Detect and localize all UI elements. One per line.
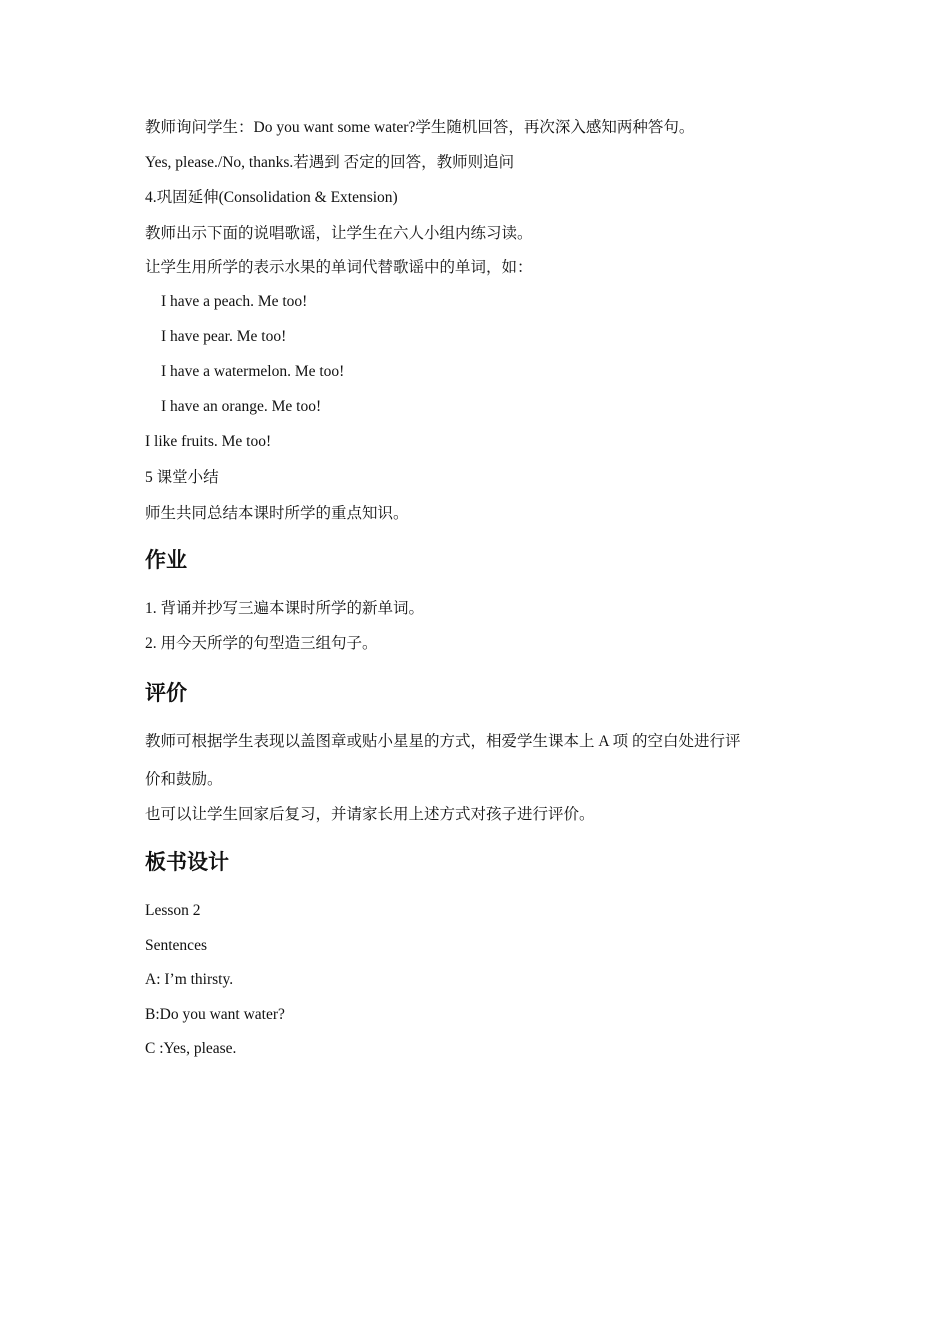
section-title: 5 课堂小结 xyxy=(145,469,219,486)
evaluation-text: 教师可根据学生表现以盖图章或贴小星星的方式，相爱学生课本上 A 项 的空白处进行评 xyxy=(145,733,741,750)
evaluation-heading: 评价 xyxy=(145,681,187,705)
board-line: A: I’m thirsty. xyxy=(145,971,234,988)
text-line: Yes, please./No, thanks.若遇到 否定的回答，教师则追问 xyxy=(145,154,515,171)
board-line: C :Yes, please. xyxy=(145,1040,237,1057)
evaluation-text: 也可以让学生回家后复习，并请家长用上述方式对孩子进行评价。 xyxy=(145,806,595,823)
chant-line: I have a peach. Me too! xyxy=(161,293,308,310)
chant-line: I have pear. Me too! xyxy=(161,328,287,345)
board-line: B:Do you want water? xyxy=(145,1006,285,1023)
section-title: 4.巩固延伸(Consolidation & Extension) xyxy=(145,189,398,206)
text-line: 教师询问学生：Do you want some water?学生随机回答，再次深入感知两种答句。 xyxy=(145,119,695,136)
text-line: 师生共同总结本课时所学的重点知识。 xyxy=(145,505,409,522)
board-design-heading: 板书设计 xyxy=(145,850,229,874)
chant-line: I have an orange. Me too! xyxy=(161,398,322,415)
homework-heading: 作业 xyxy=(145,548,187,572)
chant-line: I like fruits. Me too! xyxy=(145,433,272,450)
homework-item: 1. 背诵并抄写三遍本课时所学的新单词。 xyxy=(145,600,425,617)
evaluation-text: 价和鼓励。 xyxy=(145,771,223,788)
board-line: Sentences xyxy=(145,937,207,954)
text-line: 让学生用所学的表示水果的单词代替歌谣中的单词，如： xyxy=(145,259,533,276)
chant-line: I have a watermelon. Me too! xyxy=(161,363,345,380)
homework-item: 2. 用今天所学的句型造三组句子。 xyxy=(145,635,378,652)
board-line: Lesson 2 xyxy=(145,902,201,919)
text-line: 教师出示下面的说唱歌谣，让学生在六人小组内练习读。 xyxy=(145,225,533,242)
